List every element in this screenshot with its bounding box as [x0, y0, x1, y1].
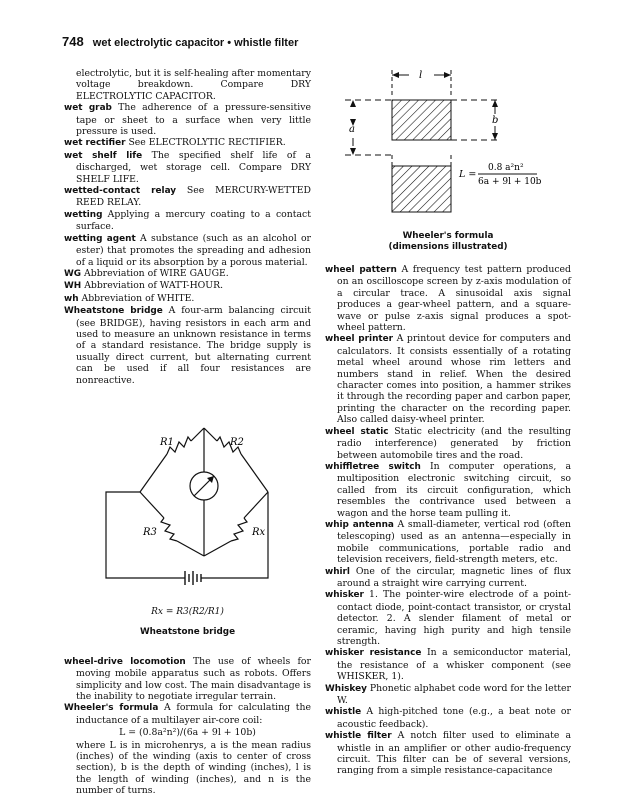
a-label: a: [349, 124, 355, 135]
entry-term: wet rectifier: [64, 138, 126, 149]
entry-definition: Static electricity (and the resulting radio interference) generated by friction between automobile tires and the road.: [337, 425, 571, 461]
entry-definition: The adherence of a pressure-sensitive tape or sheet to a surface when very little pressure is used.: [76, 102, 311, 138]
entry: [325, 461, 571, 519]
entry-definition: A four-arm balancing circuit (see BRIDGE), having resistors in each arm and used to measure an unknown resistance in terms of a standard resistance. The bridge supply is usually direct current, but alternating current can be used if all four resistances are nonreactive.: [76, 305, 312, 386]
entry-term: Wheeler's formula: [64, 703, 159, 714]
entry: [325, 426, 571, 461]
formula-note: where L is in microhenrys, a is the mean radius (inches) of the winding (axis to center of cross section), b is the depth of winding (inches), l is the length of winding (inches), and n is the number of turns.: [76, 739, 311, 797]
entry-term: whisker resistance: [325, 648, 422, 659]
entry-term: Whiskey: [325, 683, 367, 694]
entry-term: wheel pattern: [325, 265, 397, 275]
entry-definition: A printout device for computers and calculators. It consists essentially of a rotating metal wheel around whose rim letters and numbers stand in relief. When the desired character comes into position, a hammer strikes it through the recording paper and carbon paper, printing the character on the recording paper. Also called daisy-wheel printer.: [337, 333, 571, 426]
r3-label: R3: [143, 526, 157, 538]
continued-entry-text: electrolytic, but it is self-healing after momentary voltage breakdown. Compare DRY ELECTROLYTIC CAPACITOR.: [76, 68, 311, 102]
entry-definition: 1. The pointer-wire electrode of a point-contact diode, point-contact transistor, or crystal detector. 2. A slender filament of metal or ceramic, having high purity and high tensile strength.: [337, 589, 571, 647]
page-header: [62, 34, 298, 49]
entry-term: wheel-drive locomotion: [64, 656, 186, 667]
bridge-equation: Rx = R3(R2/R1): [151, 607, 224, 618]
entry-definition: Abbreviation of WIRE GAUGE.: [84, 267, 229, 279]
entry: [64, 656, 311, 703]
entry-definition: Abbreviation of WATT-HOUR.: [84, 280, 224, 292]
entry-term: WG: [64, 268, 82, 279]
entry: [325, 333, 571, 425]
entry: [64, 268, 311, 280]
entry-term: whirl: [325, 566, 350, 577]
entry-definition: Applying a mercury coating to a contact surface.: [76, 208, 311, 233]
entry-definition: Abbreviation of WHITE.: [81, 292, 195, 304]
entry-term: whistle filter: [325, 731, 392, 742]
left-entries-top: [64, 102, 311, 386]
wheatstone-bridge-diagram: [64, 420, 311, 600]
wheeler-caption-title: Wheeler's formula: [402, 231, 494, 241]
wheeler-formula: L = (0.8a²n²)/(6a + 9l + 10b): [119, 727, 256, 739]
entry-term: whip antenna: [325, 519, 394, 530]
entry-term: wet shelf life: [64, 150, 143, 161]
entry: [64, 305, 311, 386]
entry: [64, 137, 311, 149]
entry-definition: A notch filter used to eliminate a whistle in an amplifier or other audio-frequency circuit. This filter can be of several versions, ranging from a simple resistance-capacitance: [337, 730, 571, 777]
entry: [64, 185, 311, 209]
entry: [64, 150, 311, 185]
rx-label: Rx: [252, 526, 266, 538]
r2-label: R2: [230, 436, 244, 448]
formula-numerator: 0.8 a²n²: [488, 163, 524, 173]
entry-term: wetted-contact relay: [64, 186, 177, 197]
entry: [64, 209, 311, 233]
entry-definition: In a semiconductor material, the resistance of a whisker component (see WHISKER, 1).: [337, 647, 571, 683]
wheeler-caption-subtitle: (dimensions illustrated): [388, 242, 508, 252]
right-column: [325, 264, 571, 777]
page-number: 748: [62, 34, 84, 49]
entry-term: wet grab: [64, 103, 112, 114]
entry: [64, 233, 311, 268]
entry-term: wheel static: [325, 426, 389, 437]
entry: [325, 264, 571, 333]
entry-definition: A substance (such as an alcohol or ester) that promotes the spreading and adhesion of a liquid or its absorption by a porous material.: [76, 232, 311, 268]
entry-term: Wheatstone bridge: [64, 306, 163, 317]
l-label: l: [419, 70, 423, 81]
entry-definition: A high-pitched tone (e.g., a beat note or acoustic feedback).: [337, 706, 571, 730]
entry-definition: See ELECTROLYTIC RECTIFIER.: [128, 137, 286, 149]
wheatstone-caption: Wheatstone bridge: [139, 626, 236, 637]
entry: [325, 589, 571, 647]
running-title: wet electrolytic capacitor • whistle filter: [92, 37, 299, 49]
entry-definition: Phonetic alphabet code word for the letter W.: [337, 682, 571, 707]
entry-definition: A small-diameter, vertical rod (often telescoping) used as an antenna—especially in mobile communications, portable radio and television receivers, field-strength meters, etc.: [337, 518, 571, 566]
entry: [325, 519, 571, 566]
b-label: b: [492, 115, 499, 126]
entry-definition: A formula for calculating the inductance of a multilayer air-core coil:: [76, 702, 311, 726]
left-entries-bottom: [64, 656, 311, 797]
r1-label: R1: [160, 436, 174, 448]
entry-term: wetting: [64, 209, 103, 220]
entry-term: whisker: [325, 590, 364, 601]
entry-term: wetting agent: [64, 233, 136, 244]
entry-term: whiffletree switch: [325, 461, 421, 472]
entry: [64, 293, 311, 305]
entry-term: wh: [64, 293, 79, 304]
left-column: [64, 68, 311, 797]
entry: [325, 683, 571, 707]
wheeler-figure: [325, 66, 571, 253]
entry: [64, 102, 311, 137]
formula-denominator: 6a + 9l + 10b: [478, 177, 542, 187]
entry-definition: One of the circular, magnetic lines of flux around a straight wire carrying current.: [337, 565, 571, 589]
entry: [325, 566, 571, 590]
entry: [325, 706, 571, 730]
entry-definition: In computer operations, a multiposition electronic switching circuit, so called from its circuit configuration, which resembles the contrivance used between a wagon and the horse team pulling it.: [337, 460, 571, 519]
entry-definition: The specified shelf life of a discharged, wet storage cell. Compare DRY SHELF LIFE.: [76, 149, 311, 185]
entry: [325, 647, 571, 682]
entry: [325, 730, 571, 777]
L-prefix: L =: [459, 169, 477, 180]
entry: [64, 280, 311, 292]
entry-definition: The use of wheels for moving mobile apparatus such as robots. Offers simplicity and low cost. The main disadvantage is the inability to negotiate irregular terrain.: [76, 655, 311, 702]
entry: [64, 702, 311, 726]
entry-term: whistle: [325, 707, 362, 718]
entry-definition: See MERCURY-WETTED REED RELAY.: [76, 185, 311, 209]
wheeler-coil-diagram: [325, 66, 571, 226]
entry-term: WH: [64, 281, 82, 292]
entry-definition: A frequency test pattern produced on an oscilloscope screen by z-axis modulation of a circular trace. A sinusoidal axis signal produces a gear-wheel pattern, and a square-wave or pulse z-axis signal produces a spot-wheel pattern.: [337, 264, 571, 334]
wheatstone-bridge-figure: [64, 420, 311, 638]
entry-term: wheel printer: [325, 334, 394, 345]
